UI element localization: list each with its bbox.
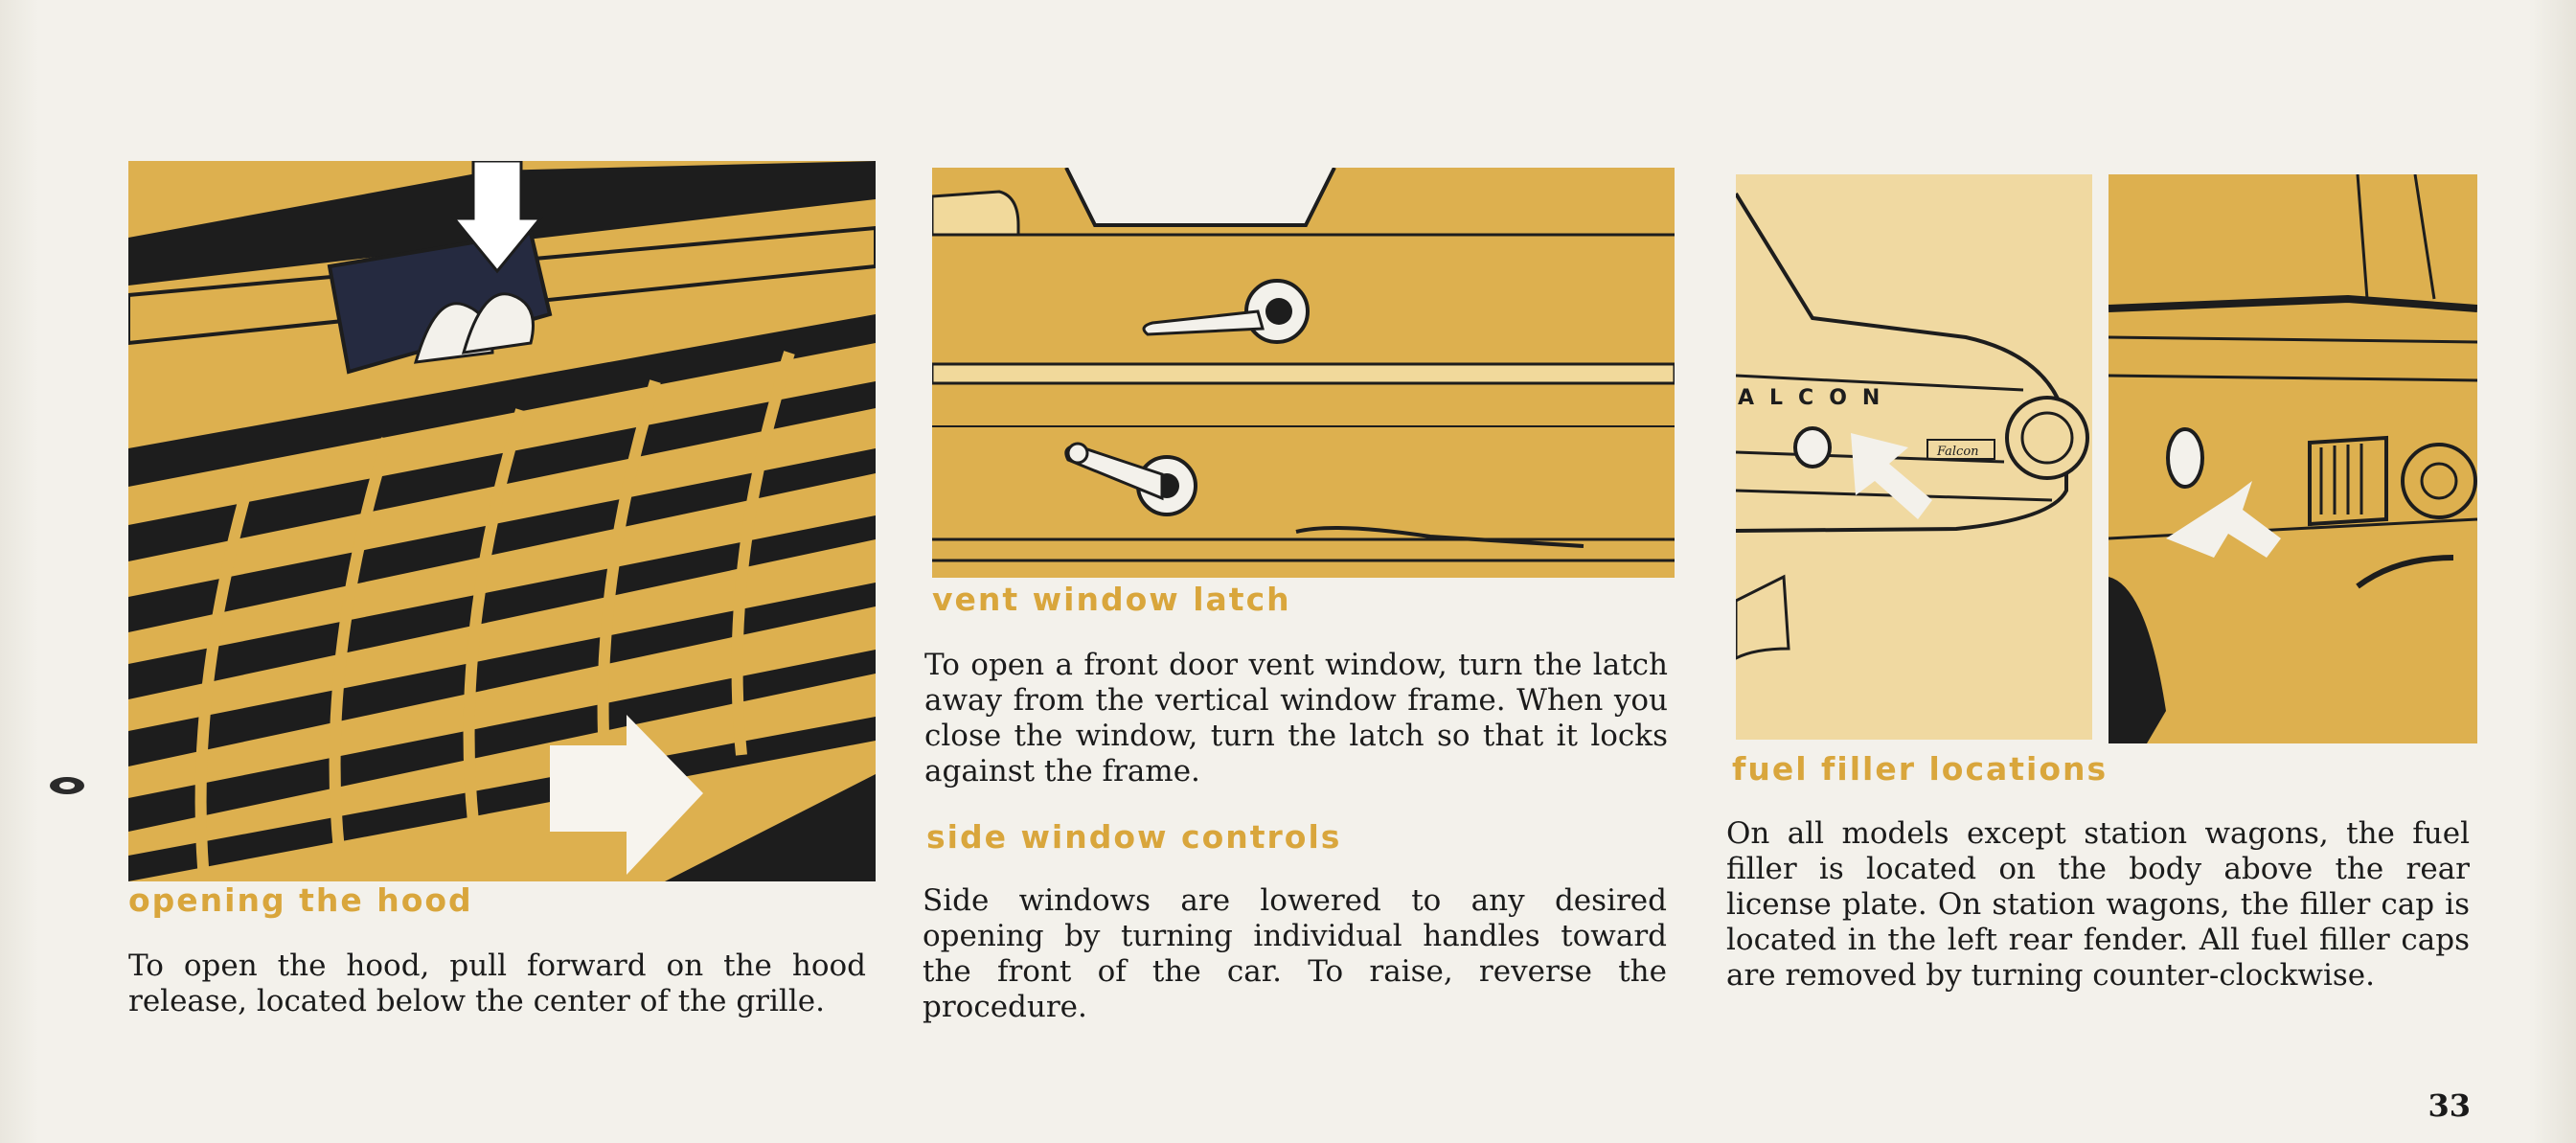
- door-latch-drawing: [932, 168, 1675, 578]
- vent-heading: vent window latch: [932, 581, 1291, 618]
- wagon-fender-drawing: [2109, 174, 2477, 743]
- hood-release-drawing: [128, 161, 876, 881]
- margin-ornament-icon: [48, 774, 86, 801]
- vent-body-text: To open a front door vent window, turn the latch away from the vertical window frame. When you close the window, turn the latch so that it locks against the frame.: [924, 648, 1668, 789]
- fuel-body-text: On all models except station wagons, the fuel filler is located on the body above the rear license plate. On station wagons, the filler cap is located in the left rear fender. All fuel filler caps are removed by turning counter-clockwise.: [1726, 816, 2470, 993]
- hood-heading: opening the hood: [128, 881, 473, 919]
- fuel-heading: fuel filler locations: [1732, 750, 2109, 788]
- door-latch-illustration: [932, 168, 1675, 578]
- hood-release-illustration: [128, 161, 876, 881]
- sedan-rear-illustration: [1736, 174, 2092, 740]
- page-number: 33: [2428, 1087, 2471, 1124]
- falcon-script-badge: Falcon: [1937, 445, 1979, 459]
- wagon-fender-illustration: [2109, 174, 2477, 743]
- side-window-heading: side window controls: [926, 818, 1342, 856]
- hood-body-text: To open the hood, pull forward on the hood release, located below the center of the grille.: [128, 949, 866, 1018]
- falcon-badge-text: ALCON: [1738, 386, 1896, 410]
- side-window-body-text: Side windows are lowered to any desired opening by turning individual handles toward the front of the car. To raise, reverse the procedure.: [923, 883, 1667, 1024]
- sedan-rear-drawing: [1736, 174, 2092, 740]
